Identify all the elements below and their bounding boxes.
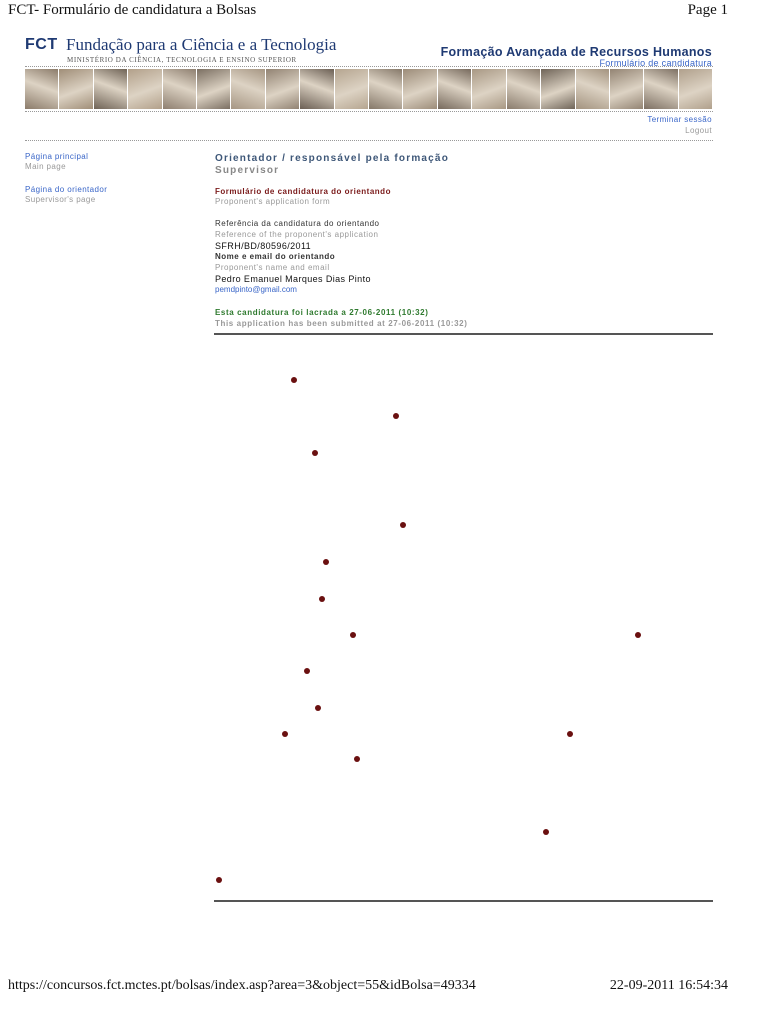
bullet-marker [304, 668, 310, 674]
print-footer-url: https://concursos.fct.mctes.pt/bolsas/index.asp?area=3&object=55&idBolsa=49334 [8, 978, 476, 993]
bullet-marker [354, 756, 360, 762]
bullet-marker [393, 413, 399, 419]
nav-item-supervisor-page[interactable] [25, 185, 107, 204]
bullet-marker [315, 705, 321, 711]
bullet-marker [635, 632, 641, 638]
name-email-label-en: Proponent's name and email [215, 263, 330, 272]
bullet-marker [543, 829, 549, 835]
banner-photo-tile [300, 69, 334, 109]
bullet-marker [400, 522, 406, 528]
ministry-label: MINISTÉRIO DA CIÊNCIA, TECNOLOGIA E ENSINO SUPERIOR [67, 56, 297, 64]
banner-photo-tile [335, 69, 369, 109]
nav-item-label: Página do orientador [25, 185, 108, 194]
print-footer-datetime: 22-09-2011 16:54:34 [609, 978, 728, 993]
name-email-label: Nome e email do orientando [215, 252, 336, 261]
page-title-en: Supervisor [215, 165, 280, 176]
bullet-marker [567, 731, 573, 737]
banner-photo-tile [438, 69, 472, 109]
banner-photo-tile [197, 69, 231, 109]
page-title: Orientador / responsável pela formação [215, 153, 449, 164]
content-divider [214, 333, 713, 335]
nav-item-main-page[interactable] [25, 152, 88, 171]
proponent-name: Pedro Emanuel Marques Dias Pinto [215, 274, 371, 284]
banner-photo-tile [610, 69, 644, 109]
bullet-marker [291, 377, 297, 383]
banner-photo-tile [163, 69, 197, 109]
proponent-email-link[interactable]: pemdpinto@gmail.com [215, 285, 297, 294]
bullet-marker [282, 731, 288, 737]
section-subtitle: Formulário de candidatura [599, 58, 712, 68]
bullet-marker [319, 596, 325, 602]
banner-photo-tile [576, 69, 610, 109]
nav-item-label: Página principal [25, 152, 89, 161]
submission-status: Esta candidatura foi lacrada a 27-06-2011 (10:32) [215, 308, 429, 317]
print-header-page: Page 1 [687, 2, 728, 18]
nav-divider [25, 140, 713, 141]
banner-photo-tile [231, 69, 265, 109]
banner-photo-tile [644, 69, 678, 109]
header-divider [25, 66, 713, 67]
banner-photo-tile [472, 69, 506, 109]
bullet-marker [350, 632, 356, 638]
banner-photo-tile [59, 69, 93, 109]
nav-item-label-en: Supervisor's page [25, 195, 96, 204]
logout-link[interactable]: Terminar sessão [647, 115, 712, 124]
banner-photo-tile [128, 69, 162, 109]
banner-photo-tile [25, 69, 59, 109]
banner-photo-tile [266, 69, 300, 109]
nav-item-label-en: Main page [25, 162, 66, 171]
bullet-marker [323, 559, 329, 565]
banner-photo-tile [403, 69, 437, 109]
banner-photo-tile [94, 69, 128, 109]
bullet-marker [312, 450, 318, 456]
form-heading-en: Proponent's application form [215, 197, 331, 206]
banner-divider [25, 111, 713, 112]
reference-value: SFRH/BD/80596/2011 [215, 241, 312, 251]
print-header-title: FCT- Formulário de candidatura a Bolsas [8, 2, 257, 18]
banner-photo-tile [541, 69, 575, 109]
institution-name: Fundação para a Ciência e a Tecnologia [66, 35, 337, 54]
content-bottom-divider [214, 900, 713, 902]
header-banner-image [25, 69, 713, 109]
bullet-marker [216, 877, 222, 883]
reference-label-en: Reference of the proponent's application [215, 230, 379, 239]
banner-photo-tile [369, 69, 403, 109]
banner-photo-tile [679, 69, 713, 109]
banner-photo-tile [507, 69, 541, 109]
reference-label: Referência da candidatura do orientando [215, 219, 380, 228]
fct-logo[interactable]: FCT [25, 36, 58, 53]
section-title: Formação Avançada de Recursos Humanos [440, 45, 712, 59]
submission-status-en: This application has been submitted at 27-06-2011 (10:32) [215, 319, 468, 328]
form-heading: Formulário de candidatura do orientando [215, 187, 391, 196]
logout-link-en[interactable]: Logout [685, 126, 712, 135]
